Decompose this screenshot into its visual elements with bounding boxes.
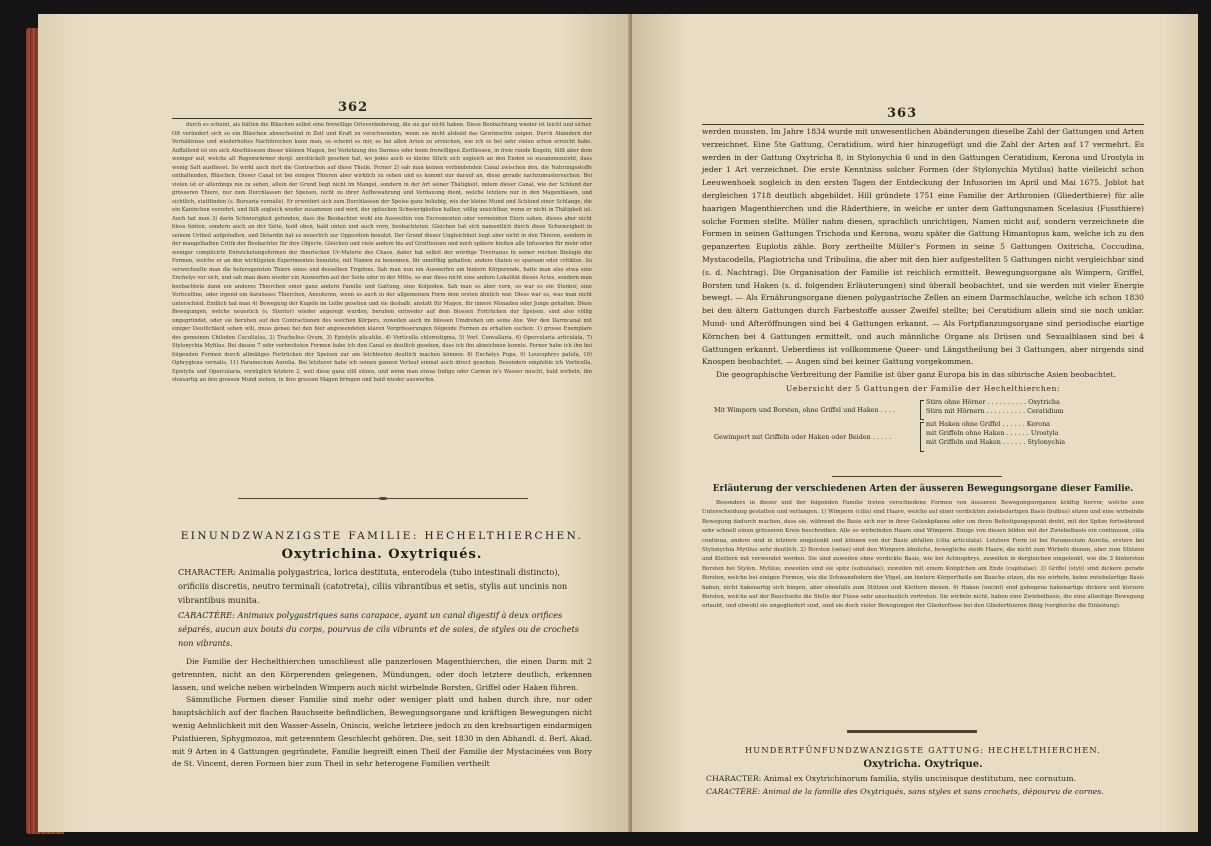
genera-table — [702, 398, 1144, 458]
thick-rule — [847, 730, 977, 733]
intro-paragraph: durch es scheint, als hätten die Bläschen selbst eine freiwillige Ortsveränderung, die sie gar nicht haben. Diese Beobachtung wieder ist leicht und sicher. Oft verändert sich so ein Bläschen abwechselnd in Zeit und Kraft zu verschwenden, wenn sie nicht alsbald das Gewünschte zeigen. Durch Abändern der Verhältnisse und wiederholtes Nachforschen kann man, so scheint es mir, es bei allen Arten zu erreichen, wie ich es bei sehr vielen schon erreicht habe. Auffallend ist ein sich Abschliessen dieser kleinen Magen, bei Verletzung des Darmes oder beim freiwilligen Zerfliessen, in freie runde Kugeln, füllt aber dem weniger auf, welche alt Regenwürmer dergl. zerstückelt gesehen hat, wo jedes auch so kleine Stück sich sogleich an den Enden so zusammenzieht, dass wenig Saft ausfliesst. So wirkt auch dort die Contraction auf diese Theile. Ferner 2) sah man keinen verbindenden Canal zwischen den, die Nahrungsstoffe enthaltenden, Bläschen. Dieser Canal ist bei einigen Thieren aber wirklich zu sehen und es kommt nur darauf an, diese gerade nachzumustersuchen. Bei vielen ist er allerdings nie zu sehen, allein der Grund liegt nicht im Mangel, sondern in der Art seiner Thätigkeit, indem dieser Canal, wie der Schlund der grösseren Thiere, nur zum Durchlassen der Speisen, nicht zu ihrer Aufbewahrung und Verdauung dient, welche letztere nur in den Magenblasen, und sichtlich, stattfinden (s. Bursaria vernalis). Er erweitert sich zum Durchlassen der Speise ganz beliebig, wie der kleine Mund und Schlund einer Schlange, die ein Kaninchen verzehrt, und fällt sogleich wieder zusammen und wird, der optischen Schwierigkeiten halber, völlig unsichtbar, wenn er nicht in Thätigkeit ist. Auch hat man 3) darin Schwierigkeit gefunden, dass die Beobachter wohl ein Ausweifen von Excrementen oder vermeinten Eiern sahen, dieses aber nicht bloss hinten, sondern auch an der Seite, bald oben, bald unten und auch vorn, beobachteten. Gleichen hat sich namentlich durch diese Schwierigkeit in seinem Urtheil aufgehalten, und Detardin hat es neuerlich zur Opposition benutzt. Der Grund dieser Ungleichheit liegt aber nicht in den Thieren, sondern in der mangelhaften Critik der Beobachter für ihre Objecte. Gleichen und viele andere bis auf Gruithuisen und noch spätere hielten alle Infusorien für mehr oder weniger complicirte Entwickelungsformen der thierischen Ur-Materie des Chaos, daher hat selbst der würdige Treviranus in seiner reichen Biologie die Formen, welche er an den wichtigsten Experimenten benutzte, mit Namen zu benennen, für unnöthig gehalten; andere thaten es sparsam oder critiklos. So verwechselte man die heterogensten Thiere eines und desselben Tropfens. Sah man nun ein Auswerfen am hintern Körperende, hatte man also etwa eine Enchelys vor sich, und sah man dann wieder ein Auswerfen auf der Seite oder in der Mitte, so war diess nicht eine andere Lokalität dieses Actes, sondern man beobachtete dann ein anderes Thierchen einer ganz andern Familie und Gattung, eine Kolpoden. Sah man es aber vorn, so war es ein Stentor, eine Vorticelline, oder irgend ein daraüsses Thierchen, Aneuteron, wenn es auch in der allgemeinen Form dem ersten ähnlich war. Diess war es, was man nicht unterschied. Endlich hat man 4) Bewegung der Kugeln im Leibe gesehen und sie deshalb, anstatt für Magen, für innere Monaden oder Junge gehalten. Diese Bewegungen, welche neuerlich (s. Stentor) wieder angeregt wurden, beruhen entweder auf dem blossen Fortrücken der Speisen, sind also völlig ungegründet, oder sie beruhen auf den Contractionen des weichen Körpers, zuweilen auch im blossen Umdrehen um seine Axe. Wer den Darmcanal mit einiger Deutlichkeit sehen will, muss genau bei den hier angewendeten klaren Vergrösserungen folgende Formen zu erhalten suchen: 1) grosse Exemplare des gemeinen Chilodon Cucullulus, 2) Trachelius Ovum, 3) Epistylis plicatilis, 4) Vorticella chlorostigma, 5) Vort. Convallaria, 6) Opercularia articulata, 7) Stylonychia Mytilus. Bei diesen 7 sehr verbreiteten Formen habe ich den Canal so deutlich gesehen, dass ich ihn abzeichnen konnte. Ferner habe ich ihn bei folgenden Formen durch allmäliges Fortrücken der Speisen zur am leichtesten deutlich machen können: 8) Enchelys Pupa, 9) Leucophrys patula, 10) Ophryglena vernalis, 11) Paramecium Aurelia. Bei letzterer habe ich seinen ganzen Verlauf einmal auch direct gesehen. Besonders empfehle ich Vorticella, Epistylis und Opercularia, vorzüglich letztere 2, weil diese ganz still sitzen, und wenn man etwas Indigo oder Carmin in's Wasser mischt, bald wirbeln, ihn stossartig an den grossen Mund ziehen, in ihre grossen Magen bringen und bald wieder auswerfen. — [172, 122, 592, 383]
left-page — [38, 14, 632, 832]
genus-name: Ceratidium — [1027, 407, 1064, 415]
character-block — [178, 565, 592, 607]
ornament-divider-right — [832, 476, 1002, 477]
genus-name: Stylonychia — [1027, 438, 1066, 446]
section-heading: Erläuterung der verschiedenen Arten der äusseren Bewegungsorgane dieser Familie. — [712, 484, 1134, 494]
brace-1 — [920, 400, 924, 420]
table-row: Stirn mit Hörnern . . . . . . . . . . Ceratidium — [926, 407, 1064, 415]
genus-name: Kerona — [1026, 420, 1050, 428]
table-title: Uebersicht der 5 Gattungen der Familie der Hechelthierchen: — [785, 384, 1061, 393]
header-rule — [172, 118, 592, 119]
genus-caractere-block — [706, 786, 1144, 798]
family-title: EINUNDZWANZIGSTE FAMILIE: HECHELTHIERCHEN. — [180, 530, 584, 542]
genus-caractere-text: Animal de la famille des Oxytriqués, sans styles et sans crochets, dépourvu de cornes. — [762, 787, 1104, 796]
table-row: mit Griffeln und Haken . . . . . . Stylonychia — [926, 438, 1066, 446]
caractere-label: CARACTÈRE: — [178, 610, 235, 620]
genus-name: Urostyla — [1030, 429, 1059, 437]
right-paragraph-2: Die geographische Verbreitung der Familie ist über ganz Europa bis in das sibirische Asien beobachtet. — [716, 370, 1116, 380]
table-row: mit Haken ohne Griffel . . . . . . Kerona — [926, 420, 1050, 428]
left-page-number: 362 — [338, 100, 369, 115]
family-paragraph-2: Sämmtliche Formen dieser Familie sind mehr oder weniger platt und haben durch ihre, nur oder hauptsächlich auf der flachen Bauchseite befindlichen, Bewegungsorgane und kräftigen Bewegungen nicht wenig Aehnlichkeit mit den Wasser-Asseln, Oniscis, welche letztere jedoch zu den krebsartigen eindarmigen Pulsthieren, Sphygmozoa, mit getrenntem Geschlecht gehören. Die, seit 1830 in den Abhandl. d. Berl. Akad. mit 9 Arten in 4 Gattungen gegründete, Familie begreift einen Theil der Familie der Mystacinées von Bory de St. Vincent, deren Formen hier zum Theil in sehr heterogene Familien vertheilt — [172, 695, 592, 769]
character-label: CHARACTER: — [178, 567, 237, 577]
header-rule-right — [702, 124, 1144, 125]
section-paragraph: Besonders in dieser und der folgenden Familie treten verschiedene Formen von äusseren Bewegungsorganen kräftig hervor, welche eine Unterscheidung gestatten und verlangen. 1) Wimpern (cilia) sind Haare, welche auf einer verdickten zwiebelartigen Basis (bulbus) sitzen und eine wirbelnde Bewegung dadurch machen, dass sie, während die Basis sich nur in ihrer Gelenkpfanne oder um ihren Befestigungspunkt dreht, mit der Spitze fortwährend sehr schnell einen grösseren Kreis beschreiben. Alle so wirbelnden Haare sind Wimpern. Einige von diesen bilden mit der Zwiebelbasis ein continuum, cilia continua, andere sind in letztere eingelenkt und können von der Basis abfallen (cilia articulata). Letztere Form ist bei Paramecium Aurelia, erstere bei Stylonychia Mytilus sehr deutlich. 2) Borsten (setae) sind den Wimpern ähnliche, bewegliche steife Haare, die nicht zum Wirbeln dienen, aber zum Stützen und Klettern mit verwendet werden. Sie sind zuweilen ohne verdickte Basis, wie bei Actinophrys, zuweilen in dergleichen eingelenkt, wie die 3 hintersten Borsten bei Stylon. Mytilus, zuweilen sind sie spitz (subulatae), zuweilen mit einem Knöpfchen am Ende (capitatae). 3) Griffel (styli) sind dickere gerade Borsten, welche bei einigen Formen, wie die Schwanzfedern der Vögel, am hintern Körpertheile am Bauche sitzen, die nie wirbeln, keine zwiebelartige Basis haben, nicht hakenartig sich biegen, aber ebenfalls zum Stützen und Klettern dienen. 4) Haken (uncini) sind gebogene hakenartige dickere und kürzere Borsten, welche auf der Bauchseite die Stelle der Füsse sehr anschaulich vertreten. Sie wirbeln nicht, haben eine Zwiebelbasis, die eine allseitige Bewegung erlaubt, und obwohl sie ungegliedert sind, sind sie doch vieler Bewegungen der Gliederfüsse bei den Gliederthieren fähig (vergleiche die Einleitung). — [702, 500, 1144, 610]
section-text — [702, 499, 1144, 721]
table-group-1: Mit Wimpern und Borsten, ohne Griffel und Haken . . . . — [714, 406, 895, 414]
right-page — [632, 14, 1198, 832]
left-main-text — [172, 656, 592, 826]
ornament-center — [378, 497, 388, 500]
caractere-text: Animaux polygastriques sans carapace, ayant un canal digestif à deux orifices séparés, aucun aux bouts du corps, pourvus de cils vibrants et de soies, de styles ou de crochets non vibrants. — [178, 610, 579, 648]
table-row: Stirn ohne Hörner . . . . . . . . . . Oxytricha — [926, 398, 1060, 406]
book-spread — [26, 14, 1198, 836]
genus-character-label: CHARACTER: — [706, 774, 762, 783]
genus-subtitle: Oxytricha. Oxytrique. — [863, 759, 983, 770]
genus-character-block — [706, 773, 1144, 785]
right-paragraph-1: werden mussten. Im Jahre 1834 wurde mit unwesentlichen Abänderungen dieselbe Zahl der Gattungen und Arten verzeichnet. Eine 5te Gattung, Ceratidium, wird hier hinzugefügt und die Zahl der Arten auf 17 vermehrt. Es werden in der Gattung Oxytricha 8, in Stylonychia 6 und in den Gattungen Ceratidium, Kerona und Urostyla in jeder 1 Art verzeichnet. Die erste Kenntniss solcher Formen (der Stylonychia Mytilus) hatte vielleicht schon Leeuwenhoek sogleich in den ersten Tagen der Entdeckung der Infusorien im April und Mai 1675. Joblot hat dergleichen 1718 deutlich abgebildet. Hill gründete 1751 eine Familie der Arthronien (Gliederthiere) für alle haarigen Magenthierchen und die Räderthiere, in welche er unter dem Gattungsnamen Scelasius (Fussthiere) solche Formen stellte. Müller nahm diesen, sprachlich unrichtigen, Namen nicht auf, sondern verzeichnete die Formen in seinen Gattungen Trichoda und Kerona, wozu später die Gattung Himantopus kam, welche ich zu den gepanzerten Euplotis zähle. Bory zertheilte Müller's Formen in seine 5 Gattungen Oxitricha, Coccudina, Mystacodella, Plagiotricha und Tribulina, die aber mit den hier aufgestellten 5 Gattungen nicht vergleichbar sind (s. d. Nachtrag). Die Organisation der Familie ist reichlich ermittelt. Bewegungsorgane als Wimpern, Griffel, Borsten und Haken (s. d. folgenden Erläuterungen) sind überall beobachtet, und sie werden mit vieler Energie bewegt. — Als Ernährungsorgane dienen polygastrische Zellen an einem Darmschlauche, welche ich schon 1830 bei den ältern Gattungen durch Farbestoffe ausser Zweifel stellte; bei Ceratidium allein sind sie noch unklar. Mund- und Afteröffnungen sind bei 4 Gattungen erkannt. — Als Fortpflanzungsorgane sind periodische eiartige Körnchen bei 4 Gattungen ermittelt, und auch männliche Organe als Drüsen und Sexualblasen sind bei 4 Gattungen erkannt. Ueberdiess ist vollkommene Queer- und Längstheilung bei 3 Gattungen, aber nirgends sind Knospen beobachtet. — Augen sind bei keiner Gattung vorgekommen. — [702, 127, 1144, 367]
caractere-block — [178, 608, 592, 650]
table-group-2: Gewimpert mit Griffeln oder Haken oder Beiden . . . . . — [714, 433, 892, 441]
right-page-number: 363 — [887, 106, 918, 121]
genus-caractere-label: CARACTÈRE: — [706, 787, 761, 796]
right-main-text — [702, 126, 1144, 380]
character-text: Animalia polygastrica, lorica destituta, enterodela (tubo intestinali distincto), orificiis discretis, neutro terminali (catotreta), ciliis vibrantibus et setis, stylis aut uncinis non vibrantibus munita. — [178, 567, 568, 605]
left-intro-text — [172, 121, 592, 488]
family-subtitle: Oxytrichina. Oxytriqués. — [281, 547, 483, 562]
table-row: mit Griffeln ohne Haken . . . . . . Urostyla — [926, 429, 1059, 437]
family-paragraph-1: Die Familie der Hechelthierchen umschliesst alle panzerlosen Magenthierchen, die einen Darm mit 2 getrennten, nicht an den Körperenden gelegenen, Mündungen, oder doch letztere deutlich, erkennen lassen, und welche neben wirbelnden Wimpern auch nicht wirbelnde Borsten, Griffel oder Haken führen. — [172, 657, 592, 692]
brace-2 — [920, 422, 924, 452]
genus-character-text: Animal ex Oxytrichinorum familia, stylis uncinisque destitutum, nec cornutum. — [763, 774, 1076, 783]
genus-title: HUNDERTFÜNFUNDZWANZIGSTE GATTUNG: HECHELTHIERCHEN. — [744, 745, 1102, 755]
genus-name: Oxytricha — [1028, 398, 1060, 406]
